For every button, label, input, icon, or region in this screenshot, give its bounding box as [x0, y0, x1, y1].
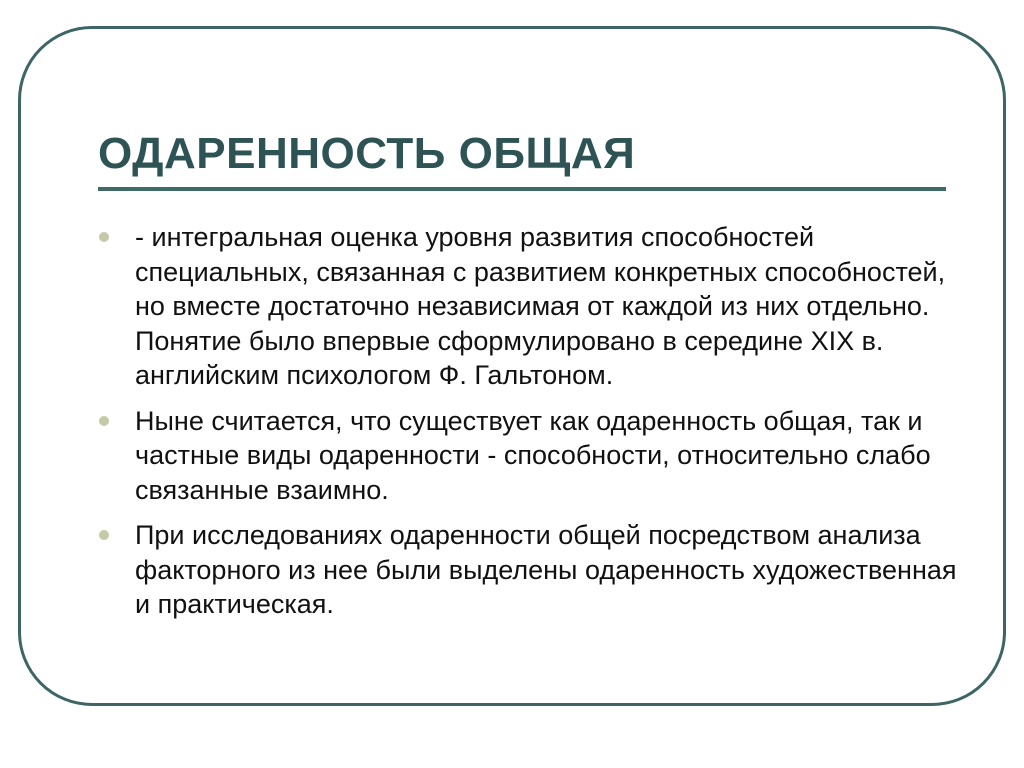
title-underline [98, 187, 946, 191]
bullet-list [98, 220, 958, 633]
bullet-dot-icon [99, 416, 109, 426]
bullet-text-1: - интегральная оценка уровня развития способностей специальных, связанная с развитием конкретных способностей, но вместе достаточно независимая от каждой из них отдельно. Понятие было впервые сформулировано в середине XIX в. английским психологом Ф. Гальтоном. [135, 222, 946, 390]
bullet-item-3 [98, 518, 958, 622]
bullet-text-2: Ныне считается, что существует как одаренность общая, так и частные виды одаренности - способности, относительно слабо связанные взаимно. [135, 405, 931, 505]
slide-title: ОДАРЕННОСТЬ ОБЩАЯ [98, 129, 636, 178]
bullet-dot-icon [99, 232, 109, 242]
bullet-dot-icon [99, 530, 109, 540]
bullet-text-3: При исследованиях одаренности общей посредством анализа факторного из нее были выделены одаренность художественная и практическая. [135, 520, 957, 619]
bullet-item-2 [98, 404, 958, 508]
bullet-item-1 [98, 220, 958, 393]
